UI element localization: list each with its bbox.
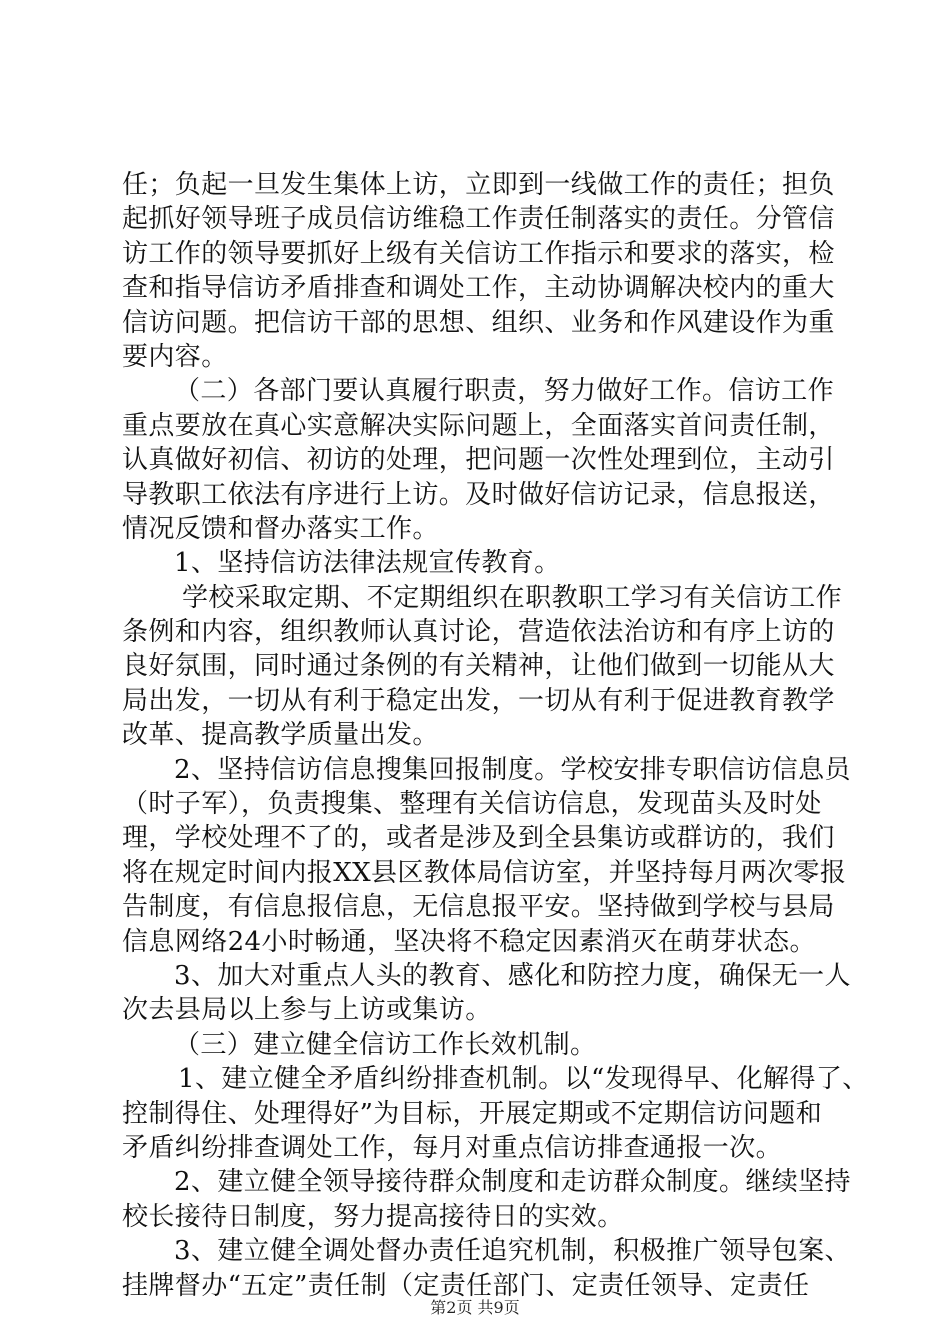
text-line: 改革、提高教学质量出发。 <box>122 720 439 751</box>
text-line: 3、建立健全调处督办责任追究机制，积极推广领导包案、 <box>174 1236 851 1267</box>
text-line: 校长接待日制度，努力提高接待日的实效。 <box>122 1201 624 1232</box>
text-line: 将在规定时间内报XX县区教体局信访室，并坚持每月两次零报 <box>122 857 847 888</box>
text-line: （三）建立健全信访工作长效机制。 <box>174 1029 597 1060</box>
text-line: 3、加大对重点人头的教育、感化和防控力度，确保无一人 <box>174 960 851 991</box>
text-line: 控制得住、处理得好”为目标，开展定期或不定期信访问题和 <box>122 1098 823 1129</box>
text-line: 信息网络24小时畅通，坚决将不稳定因素消灭在萌芽状态。 <box>122 926 816 957</box>
text-line: 2、坚持信访信息搜集回报制度。学校安排专职信访信息员 <box>174 754 851 785</box>
text-line: 情况反馈和督办落实工作。 <box>122 513 439 544</box>
text-line: 访工作的领导要抓好上级有关信访工作指示和要求的落实，检 <box>122 238 835 269</box>
text-line: 重点要放在真心实意解决实际问题上，全面落实首问责任制， <box>122 410 835 441</box>
text-line: 1、建立健全矛盾纠纷排查机制。以“发现得早、化解得了、 <box>178 1064 869 1095</box>
text-line: 任；负起一旦发生集体上访，立即到一线做工作的责任；担负 <box>122 170 835 200</box>
text-line: 要内容。 <box>122 341 228 372</box>
text-line: （时子军），负责搜集、整理有关信访信息，发现苗头及时处 <box>122 789 822 820</box>
text-line: 局出发，一切从有利于稳定出发，一切从有利于促进教育教学 <box>122 685 835 716</box>
text-line: 查和指导信访矛盾排查和调处工作，主动协调解决校内的重大 <box>122 273 835 304</box>
text-line: 学校采取定期、不定期组织在职教职工学习有关信访工作 <box>182 582 843 613</box>
text-line: 起抓好领导班子成员信访维稳工作责任制落实的责任。分管信 <box>122 204 835 235</box>
text-line: 次去县局以上参与上访或集访。 <box>122 995 492 1026</box>
text-line: 矛盾纠纷排查调处工作，每月对重点信访排查通报一次。 <box>122 1132 783 1163</box>
text-line: 条例和内容，组织教师认真讨论，营造依法治访和有序上访的 <box>122 617 835 648</box>
text-line: 挂牌督办“五定”责任制（定责任部门、定责任领导、定责任 <box>122 1270 810 1301</box>
page-number-footer: 第2页 共9页 <box>430 1298 520 1317</box>
document-body <box>122 168 869 1303</box>
text-line: 良好氛围，同时通过条例的有关精神，让他们做到一切能从大 <box>122 651 835 682</box>
text-line: 理，学校处理不了的，或者是涉及到全县集访或群访的，我们 <box>122 823 835 854</box>
text-line: 导教职工依法有序进行上访。及时做好信访记录，信息报送， <box>122 479 835 510</box>
text-line: 告制度，有信息报信息，无信息报平安。坚持做到学校与县局 <box>122 892 835 923</box>
text-line: 信访问题。把信访干部的思想、组织、业务和作风建设作为重 <box>122 307 835 338</box>
text-line: 认真做好初信、初访的处理，把问题一次性处理到位，主动引 <box>122 445 835 476</box>
text-line: 2、建立健全领导接待群众制度和走访群众制度。继续坚持 <box>174 1167 851 1198</box>
text-line: 1、坚持信访法律法规宣传教育。 <box>174 548 561 579</box>
text-line: （二）各部门要认真履行职责，努力做好工作。信访工作 <box>174 376 835 407</box>
